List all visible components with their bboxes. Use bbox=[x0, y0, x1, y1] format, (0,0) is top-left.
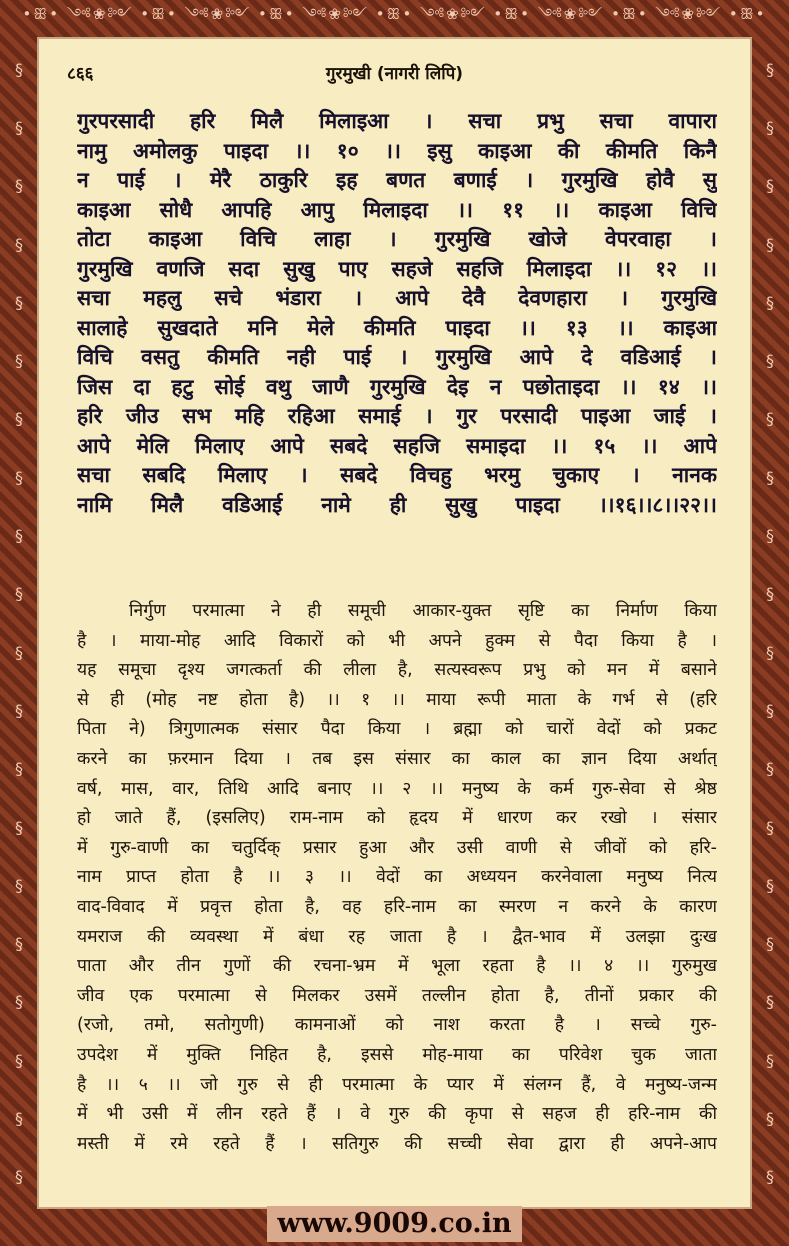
website-url[interactable]: www.9009.co.in bbox=[267, 1206, 521, 1242]
top-border-ornament: •ꕥ• ༺❀༻ •ꕥ• ༺❀༻ •ꕥ• ༺❀༻ •ꕥ• ༺❀༻ •ꕥ• ༺❀༻ •ꕥ• ༺❀༻ •ꕥ• bbox=[22, 5, 767, 23]
translation-line: पिता ने) त्रिगुणात्मक संसार पैदा किया । ब्रह्मा को चारों वेदों को प्रकट bbox=[77, 719, 717, 740]
verse-line: सचा सबदि मिलाए । सबदे विचहु भरमु चुकाए । नानक bbox=[77, 463, 717, 487]
translation-line: (रजो, तमो, सतोगुणी) कामनाओं को नाश करता है । सच्चे गुरु- bbox=[77, 1015, 717, 1036]
translation-line: वर्ष, मास, वार, तिथि आदि बनाए ।। २ ।। मनुष्य के कर्म गुरु-सेवा से श्रेष्ठ bbox=[77, 778, 717, 799]
verse-line: तोटा काइआ विचि लाहा । गुरमुखि खोजे वेपरवाहा । bbox=[77, 227, 717, 251]
verse-line: गुरपरसादी हरि मिलै मिलाइआ । सचा प्रभु सचा वापारा bbox=[77, 109, 717, 133]
page-title: गुरमुखी (नागरी लिपि) bbox=[325, 64, 464, 84]
translation-line: जीव एक परमात्मा से मिलकर उसमें तल्लीन होता है, तीनों प्रकार की bbox=[77, 985, 717, 1006]
translation-line: हो जाते हैं, (इसलिए) राम-नाम को हृदय में धारण कर रखो । संसार bbox=[77, 808, 717, 829]
footer-website bbox=[0, 1204, 789, 1244]
translation-line: में भी उसी में लीन रहते हैं । वे गुरु की कृपा से सहज ही हरि-नाम की bbox=[77, 1104, 717, 1125]
left-border-ornament: § § § § § § § § § § § § § § § § § § § § bbox=[15, 59, 23, 1187]
translation-line: वाद-विवाद में प्रवृत्त होता है, वह हरि-नाम का स्मरण न करने के कारण bbox=[77, 896, 717, 917]
verse-line: सचा महलु सचे भंडारा । आपे देवै देवणहारा । गुरमुखि bbox=[77, 286, 717, 310]
translation-line: है । माया-मोह आदि विकारों को भी अपने हुक्म से पैदा किया है । bbox=[77, 630, 717, 651]
translation-line: है ।। ५ ।। जो गुरु से ही परमात्मा के प्यार में संलग्न हैं, वे मनुष्य-जन्म bbox=[77, 1074, 717, 1095]
translation-line: पाता और तीन गुणों की रचना-भ्रम में भूला रहता है ।। ४ ।। गुरुमुख bbox=[77, 956, 717, 977]
translation-line: में गुरु-वाणी का चतुर्दिक् प्रसार हुआ और उसी वाणी से जीवों को हरि- bbox=[77, 837, 717, 858]
verse-line: नामि मिलै वडिआई नामे ही सुखु पाइदा ।।१६।।८।।२२।। bbox=[77, 492, 717, 517]
translation-line: निर्गुण परमात्मा ने ही समूची आकार-युक्त सृष्टि का निर्माण किया bbox=[129, 601, 717, 621]
verse-line: नामु अमोलकु पाइदा ।। १० ।। इसु काइआ की कीमति किनै bbox=[77, 138, 717, 163]
verse-line: जिस दा हटु सोई वथु जाणै गुरमुखि देइ न पछोताइदा ।। १४ ।। bbox=[77, 374, 717, 399]
scripture-page bbox=[37, 37, 752, 1209]
verse-line: हरि जीउ सभ महि रहिआ समाई । गुर परसादी पाइआ जाई । bbox=[77, 404, 717, 428]
running-head bbox=[37, 61, 752, 85]
verse-line: न पाई । मेरै ठाकुरि इह बणत बणाई । गुरमुखि होवै सु bbox=[77, 168, 717, 192]
page-number: ८६६ bbox=[67, 64, 94, 84]
verse-line: आपे मेलि मिलाए आपे सबदे सहजि समाइदा ।। १५ ।। आपे bbox=[77, 433, 717, 458]
translation-line: करने का फ़रमान दिया । तब इस संसार का काल का ज्ञान दिया अर्थात् bbox=[77, 748, 717, 769]
translation-line: से ही (मोह नष्ट होता है) ।। १ ।। माया रूपी माता के गर्भ से (हरि bbox=[77, 689, 717, 710]
translation-line: यमराज की व्यवस्था में बंधा रह जाता है । द्वैत-भाव में उलझा दुःख bbox=[77, 926, 717, 947]
translation-line: मस्ती में रमे रहते हैं । सतिगुरु की सच्ची सेवा द्वारा ही अपने-आप bbox=[77, 1133, 717, 1154]
translation-line: नाम प्राप्त होता है ।। ३ ।। वेदों का अध्ययन करनेवाला मनुष्य नित्य bbox=[77, 867, 717, 888]
translation-line: यह समूचा दृश्य जगत्कर्ता की लीला है, सत्यस्वरूप प्रभु को मन में बसाने bbox=[77, 660, 717, 681]
right-border-ornament: § § § § § § § § § § § § § § § § § § § § bbox=[766, 59, 774, 1187]
verse-line: सालाहे सुखदाते मनि मेले कीमति पाइदा ।। १३ ।। काइआ bbox=[77, 315, 717, 340]
verse-line: विचि वसतु कीमति नही पाई । गुरमुखि आपे दे वडिआई । bbox=[77, 345, 717, 369]
hindi-translation-block bbox=[77, 597, 717, 1159]
gurmukhi-verse-block bbox=[77, 107, 717, 520]
verse-line: गुरमुखि वणजि सदा सुखु पाए सहजे सहजि मिलाइदा ।। १२ ।। bbox=[77, 256, 717, 281]
translation-line: उपदेश में मुक्ति निहित है, इससे मोह-माया का परिवेश चुक जाता bbox=[77, 1044, 717, 1065]
verse-line: काइआ सोधै आपहि आपु मिलाइदा ।। ११ ।। काइआ विचि bbox=[77, 197, 717, 222]
